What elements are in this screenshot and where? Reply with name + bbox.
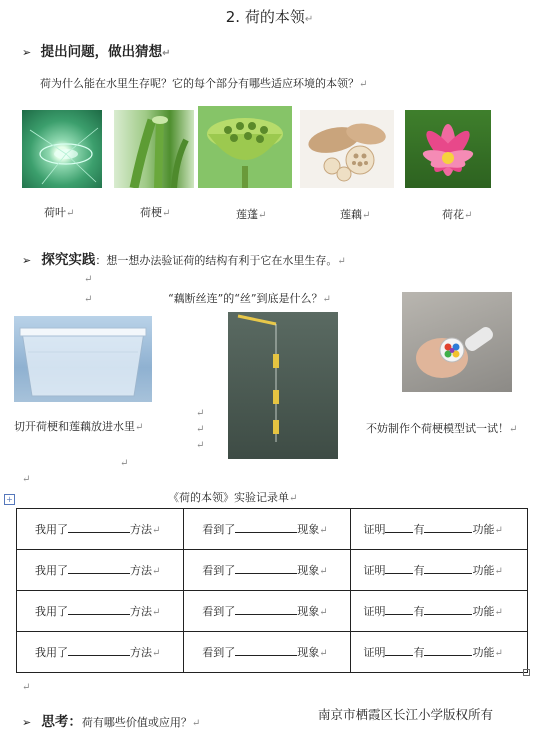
phenomenon-cell[interactable]: 看到了 现象↵ xyxy=(184,632,351,673)
method-cell[interactable]: 我用了 方法↵ xyxy=(17,509,184,550)
proof-cell[interactable]: 证明 有 功能↵ xyxy=(351,632,528,673)
cell-text: 功能 xyxy=(472,523,495,536)
paragraph-mark: ↵ xyxy=(22,682,31,693)
phenomenon-cell[interactable]: 看到了 现象↵ xyxy=(184,509,351,550)
method-cell[interactable]: 我用了 方法↵ xyxy=(17,632,184,673)
stem-model-icon xyxy=(402,292,512,392)
part-label-text: 莲蓬 xyxy=(236,208,258,221)
fill-blank[interactable] xyxy=(385,573,413,574)
cell-text: 有 xyxy=(413,646,425,659)
part-label-flower: 荷花↵ xyxy=(442,208,473,221)
cell-text: 有 xyxy=(413,605,425,618)
lotus-stem-icon xyxy=(114,110,194,188)
cell-text: 方法 xyxy=(130,605,152,618)
cell-text: 有 xyxy=(413,523,425,536)
section3-heading: ➢ 思考：荷有哪些价值或应用？↵ xyxy=(22,714,201,730)
part-label-root: 莲藕↵ xyxy=(340,208,371,221)
fill-blank[interactable] xyxy=(385,614,413,615)
bullet-arrow-icon: ➢ xyxy=(22,254,32,267)
fill-blank[interactable] xyxy=(424,655,472,656)
right-caption: 不妨制作个荷梗模型试一试！↵ xyxy=(366,422,518,435)
cell-text: 功能 xyxy=(472,605,495,618)
container-icon xyxy=(14,316,152,402)
cell-text: 我用了 xyxy=(35,605,68,618)
fill-blank[interactable] xyxy=(424,573,472,574)
section1-heading: ➢ 提出问题，做出猜想↵ xyxy=(22,44,171,60)
cell-text: 有 xyxy=(413,564,425,577)
table-resize-handle-icon[interactable] xyxy=(523,669,530,676)
bullet-arrow-icon: ➢ xyxy=(22,46,32,59)
copyright-footer xyxy=(318,705,493,723)
record-title: 《荷的本领》实验记录单↵ xyxy=(168,491,298,504)
lotus-leaf-photo xyxy=(22,110,102,188)
paragraph-mark: ↵ xyxy=(196,408,205,419)
cell-text: 我用了 xyxy=(35,646,68,659)
fill-blank[interactable] xyxy=(385,532,413,533)
part-label-leaf: 荷叶↵ xyxy=(44,206,75,219)
cell-text: 方法 xyxy=(130,564,152,577)
cell-text: 我用了 xyxy=(35,564,68,577)
proof-cell[interactable]: 证明 有 功能↵ xyxy=(351,509,528,550)
paragraph-mark: ↵ xyxy=(22,474,31,485)
proof-cell[interactable]: 证明 有 功能↵ xyxy=(351,550,528,591)
lotus-leaf-icon xyxy=(22,110,102,188)
lotus-seedpod-icon xyxy=(198,106,292,188)
section1-heading-text: 提出问题，做出猜想 xyxy=(40,44,163,60)
table-row xyxy=(17,509,528,550)
lotus-flower-photo xyxy=(405,110,491,188)
right-caption-text: 不妨制作个荷梗模型试一试！ xyxy=(366,422,509,435)
cell-text: 证明 xyxy=(363,564,386,577)
section2-question: “藕断丝连”的“丝”到底是什么？↵ xyxy=(168,292,331,305)
cell-text: 看到了 xyxy=(202,605,236,618)
left-caption: 切开荷梗和莲藕放进水里↵ xyxy=(14,420,144,433)
section2-prompt: ：想一想办法验证荷的结构有利于它在水里生存。 xyxy=(95,254,338,267)
method-cell[interactable]: 我用了 方法↵ xyxy=(17,591,184,632)
cell-text: 看到了 xyxy=(202,523,236,536)
part-label-text: 莲藕 xyxy=(340,208,362,221)
paragraph-mark: ↵ xyxy=(196,440,205,451)
cell-text: 证明 xyxy=(363,646,386,659)
proof-cell[interactable]: 证明 有 功能↵ xyxy=(351,591,528,632)
lotus-fiber-icon xyxy=(228,312,338,459)
page-title: 2. 荷的本领↵ xyxy=(225,8,314,26)
left-caption-text: 切开荷梗和莲藕放进水里 xyxy=(14,420,135,433)
table-row xyxy=(17,632,528,673)
cell-text: 现象 xyxy=(297,523,320,536)
fill-blank[interactable] xyxy=(68,573,130,574)
fill-blank[interactable] xyxy=(68,614,130,615)
table-move-handle-icon[interactable]: + xyxy=(4,494,15,505)
part-label-seedpod: 莲蓬↵ xyxy=(236,208,267,221)
cell-text: 我用了 xyxy=(35,523,68,536)
fill-blank[interactable] xyxy=(68,532,130,533)
fill-blank[interactable] xyxy=(424,614,472,615)
section3-question: 荷有哪些价值或应用？ xyxy=(81,716,192,729)
section2-heading: ➢ 探究实践：想一想办法验证荷的结构有利于它在水里生存。↵ xyxy=(22,252,346,268)
section1-question-text: 荷为什么能在水里生存呢？它的每个部分有哪些适应环境的本领？ xyxy=(40,77,359,90)
paragraph-mark: ↵ xyxy=(84,274,93,285)
lotus-stem-photo xyxy=(114,110,194,188)
paragraph-mark: ↵ xyxy=(84,294,93,305)
cell-text: 现象 xyxy=(297,605,320,618)
fill-blank[interactable] xyxy=(385,655,413,656)
water-container-photo xyxy=(14,316,152,402)
cell-text: 方法 xyxy=(130,523,152,536)
phenomenon-cell[interactable]: 看到了 现象↵ xyxy=(184,591,351,632)
cell-text: 现象 xyxy=(297,564,320,577)
part-label-text: 荷叶 xyxy=(44,206,66,219)
part-label-text: 荷花 xyxy=(442,208,464,221)
part-label-stem: 荷梗↵ xyxy=(140,206,171,219)
section1-question: 荷为什么能在水里生存呢？它的每个部分有哪些适应环境的本领？↵ xyxy=(40,77,368,90)
phenomenon-cell[interactable]: 看到了 现象↵ xyxy=(184,550,351,591)
lotus-root-icon xyxy=(300,110,394,188)
lotus-root-photo xyxy=(300,110,394,188)
fill-blank[interactable] xyxy=(235,614,297,615)
lotus-flower-icon xyxy=(405,110,491,188)
lotus-seedpod-photo xyxy=(198,106,292,188)
fill-blank[interactable] xyxy=(424,532,472,533)
fill-blank[interactable] xyxy=(235,532,297,533)
fill-blank[interactable] xyxy=(68,655,130,656)
section2-heading-text: 探究实践 xyxy=(41,252,96,268)
lotus-fiber-photo xyxy=(228,312,338,459)
table-row xyxy=(17,591,528,632)
stem-model-photo xyxy=(402,292,512,392)
cell-text: 方法 xyxy=(130,646,152,659)
cell-text: 现象 xyxy=(297,646,320,659)
fill-blank[interactable] xyxy=(235,655,297,656)
method-cell[interactable]: 我用了 方法↵ xyxy=(17,550,184,591)
paragraph-mark: ↵ xyxy=(120,458,129,469)
fill-blank[interactable] xyxy=(235,573,297,574)
table-row xyxy=(17,550,528,591)
cell-text: 功能 xyxy=(472,564,495,577)
footer-text: 南京市栖霞区长江小学版权所有 xyxy=(318,707,494,722)
cell-text: 看到了 xyxy=(202,564,236,577)
part-label-text: 荷梗 xyxy=(140,206,162,219)
cell-text: 证明 xyxy=(363,605,386,618)
paragraph-mark: ↵ xyxy=(196,424,205,435)
cell-text: 看到了 xyxy=(202,646,236,659)
page-title-text: 2. 荷的本领 xyxy=(225,8,305,26)
record-table xyxy=(16,508,528,673)
cell-text: 证明 xyxy=(363,523,386,536)
cell-text: 功能 xyxy=(472,646,495,659)
section3-heading-text: 思考： xyxy=(41,714,82,730)
bullet-arrow-icon: ➢ xyxy=(22,716,32,729)
record-title-text: 《荷的本领》实验记录单 xyxy=(168,491,289,504)
section2-question-text: “藕断丝连”的“丝”到底是什么？ xyxy=(168,292,323,305)
